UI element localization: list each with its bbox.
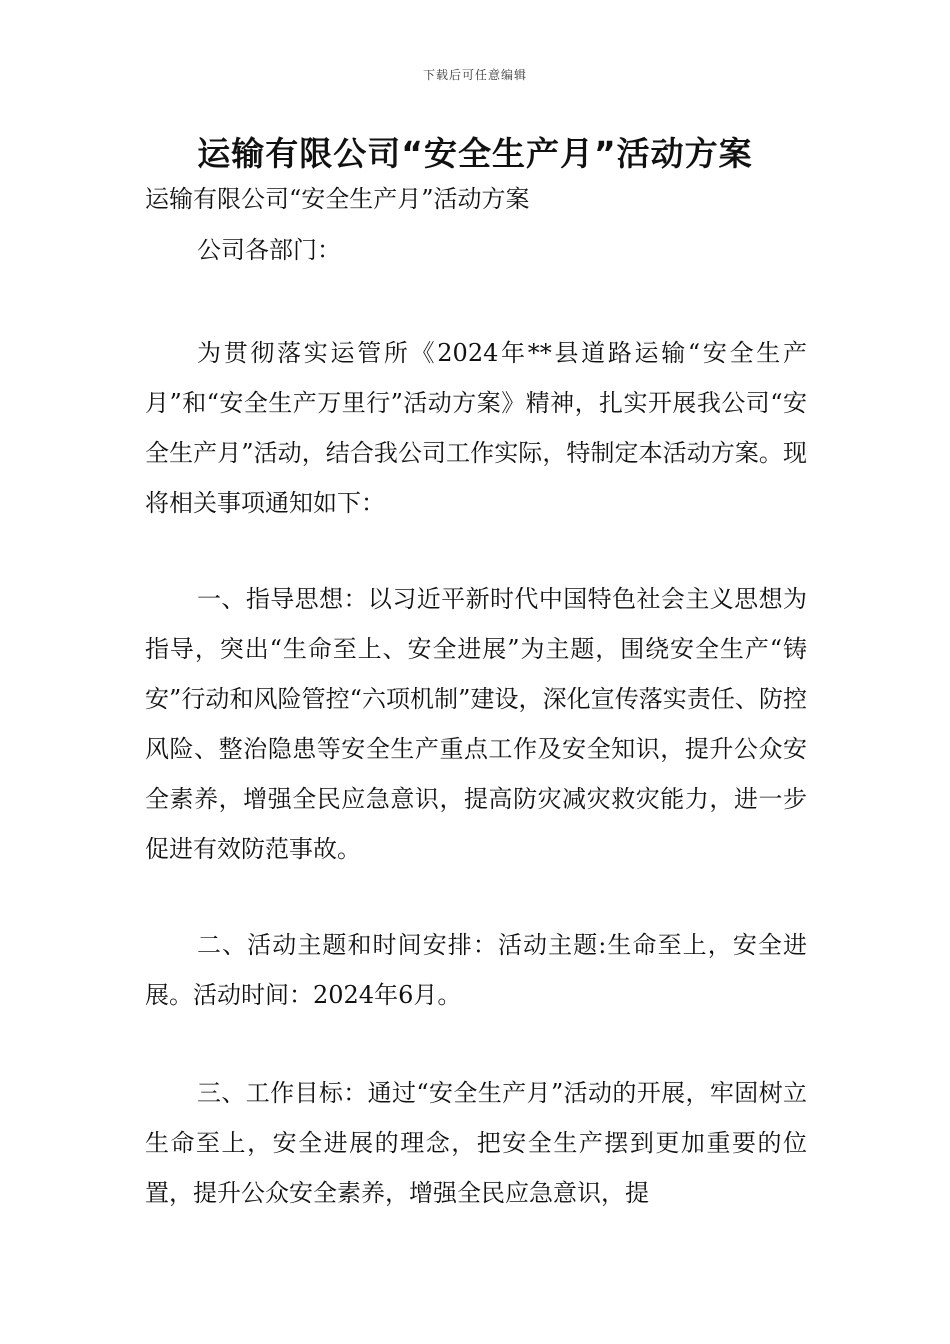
paragraph-work-goals: 三、工作目标：通过“安全生产月”活动的开展，牢固树立生命至上，安全进展的理念，把安全生产摆到更加重要的位置，提升公众安全素养，增强全民应急意识，提 xyxy=(145,1079,807,1207)
header-note: 下载后可任意编辑 xyxy=(422,68,527,82)
salutation: 公司各部门： xyxy=(197,236,341,264)
document-subtitle: 运输有限公司“安全生产月”活动方案 xyxy=(145,185,530,213)
paragraph-guiding-ideology: 一、指导思想：以习近平新时代中国特色社会主义思想为指导，突出“生命至上、安全进展”为主题，围绕安全生产“铸安”行动和风险管控“六项机制”建设，深化宣传落实责任、防控风险、整治隐患等安全生产重点工作及安全知识，提升公众安全素养，增强全民应急意识，提高防灾减灾救灾能力，进一步促进有效防范事故。 xyxy=(145,585,807,863)
document-title: 运输有限公司“安全生产月”活动方案 xyxy=(197,134,753,173)
paragraph-intro: 为贯彻落实运管所《2024年**县道路运输“安全生产月”和“安全生产万里行”活动方案》精神，扎实开展我公司“安全生产月”活动，结合我公司工作实际，特制定本活动方案。现将相关事项通知如下： xyxy=(145,339,807,517)
paragraph-theme-schedule: 二、活动主题和时间安排：活动主题:生命至上，安全进展。活动时间：2024年6月。 xyxy=(145,931,807,1009)
